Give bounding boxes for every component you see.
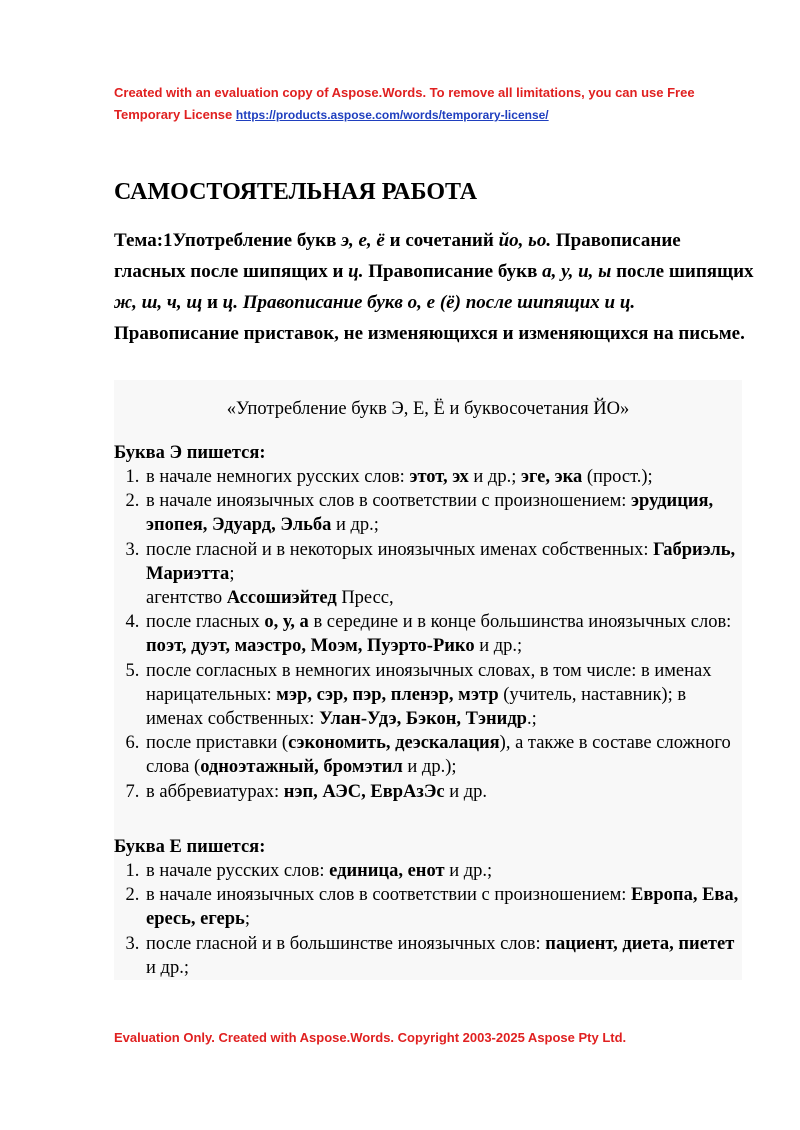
rule-text: и др.; [474,636,523,657]
rule-text: .; [526,709,537,730]
rule-text: в середине и в конце большинства иноязычных слов: [308,612,732,633]
topic-run: йо, ьо. [498,230,552,251]
topic-run: и сочетаний [384,230,499,251]
rule-text: ), а также в составе сложного слова ( [146,733,731,778]
topic-run: э, е, ё [341,230,385,251]
example-words: Габриэль, Мариэтта [146,539,736,584]
list-item [144,883,742,931]
rule-text: Пресс, [336,588,394,609]
topic-run: Правописание гласных после шипящих и [114,230,681,282]
example-words: одноэтажный, бромэтил [200,757,403,778]
topic-run: ц. [348,261,364,282]
example-words: о, у, а [264,612,309,633]
example-words: этот, эх [409,467,469,487]
example-words: сэкономить, деэскалация [288,733,500,754]
rule-text: в начале иноязычных слов в соответствии с произношением: [146,885,632,906]
example-words: Европа, Ева, ересь, егерь [146,885,739,930]
rule-text: после гласных [146,612,265,633]
list-item [144,465,742,489]
list-item [144,610,742,658]
evaluation-footer: Evaluation Only. Created with Aspose.Words. Copyright 2003-2025 Aspose Pty Ltd. [114,1030,627,1045]
page-title: САМОСТОЯТЕЛЬНАЯ РАБОТА [114,179,478,205]
list-letter-e-soft [114,859,742,980]
heading-letter-e-soft: Буква Е пишется: [114,837,266,857]
rule-text: в начале иноязычных слов в соответствии с произношением: [146,491,632,512]
example-words: поэт, дуэт, маэстро, Моэм, Пуэрто-Рико [146,636,475,657]
rule-text: и др.; [331,515,379,536]
rule-text: (учитель, наставник); в именах собственных: [146,684,687,730]
topic-run: Тема:1Употребление букв [114,230,342,251]
list-item [144,538,742,611]
topic-paragraph [114,225,754,349]
panel-title: «Употребление букв Э, Е, Ё и буквосочетания ЙО» [226,399,630,419]
example-words: Ассошиэйтед [226,588,337,609]
rule-text: и др.; [444,861,493,881]
topic-run: Правописание приставок, не изменяющихся и изменяющихся на письме. [114,323,745,344]
rule-text: (прост.); [582,467,653,487]
topic-run: после шипящих [611,261,754,282]
rule-text: после приставки ( [146,733,289,754]
rule-text: и др.); [402,757,457,778]
example-words: единица, енот [329,861,445,881]
rule-text: ; [229,563,235,584]
topic-run: ц. [222,292,238,313]
list-item [144,780,742,804]
temporary-license-link[interactable]: https://products.aspose.com/words/temporary-license/ [235,108,549,122]
example-words: мэр, сэр, пэр, пленэр, мэтр [276,684,499,705]
example-words: эге, эка [520,467,583,487]
example-words: нэп, АЭС, ЕврАзЭс [283,781,445,802]
rule-text: после гласной и в большинстве иноязычных слов: [146,933,546,954]
evaluation-notice-text: Created with an evaluation copy of Aspose.Words. To remove all limitations, you can use Free Temporary License [114,85,695,122]
list-item [144,859,742,883]
topic-run: Правописание букв [363,261,543,282]
topic-run: и [202,292,223,313]
topic-run: Правописание букв о, е (ё) после шипящих и ц. [238,292,636,313]
content-panel [114,380,742,980]
rule-text: агентство [146,588,227,609]
rule-text: в начале русских слов: [146,861,330,881]
example-words: эрудиция, эпопея, Эдуард, Эльба [146,491,714,536]
list-item [144,489,742,537]
list-item [144,659,742,732]
rule-text: ; [244,909,250,930]
list-letter-e-hard [114,465,742,804]
example-words: пациент, диета, пиетет [545,933,735,954]
heading-letter-e-hard: Буква Э пишется: [114,443,266,463]
rule-text: после гласной и в некоторых иноязычных именах собственных: [146,539,654,560]
rule-text: и др.; [146,957,189,978]
topic-run: а, у, и, ы [542,261,612,282]
rule-text: и др. [444,781,488,802]
evaluation-notice [114,82,754,126]
rule-text: в аббревиатурах: [146,781,284,802]
list-item [144,932,742,980]
list-item [144,731,742,779]
rule-text: в начале немногих русских слов: [146,467,410,487]
rule-text: после согласных в немногих иноязычных словах, в том числе: в именах нарицательных: [146,660,712,705]
example-words: Улан-Удэ, Бэкон, Тэнидр [319,709,527,730]
topic-run: ж, ш, ч, щ [114,292,203,313]
rule-text: и др.; [468,467,521,487]
